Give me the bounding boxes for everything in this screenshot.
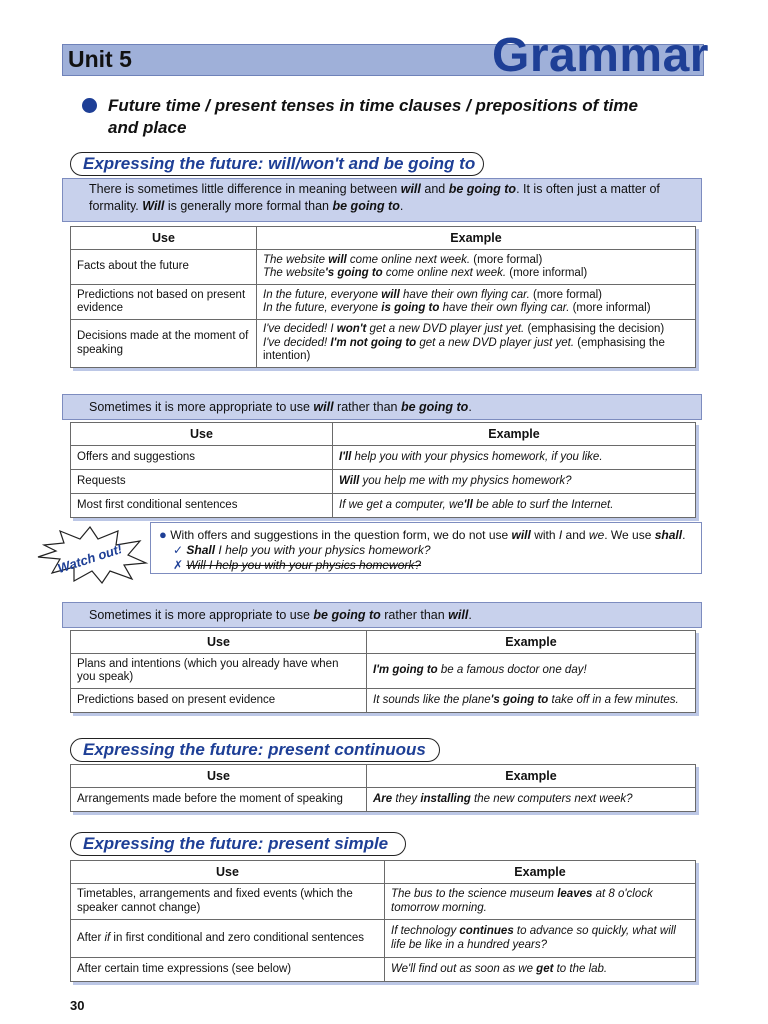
example-cell: I've decided! I won't get a new DVD player just yet. (emphasising the decision) I've decided! I'm not going to get a new DVD player just yet. (emphasising the intention) <box>257 320 696 368</box>
watch-out-note: ● With offers and suggestions in the question form, we do not use will with I and we. We use shall. ✓ Shall I help you with your physics homework? ✗ Will I help you with your physics homework? <box>150 522 702 574</box>
use-cell: Decisions made at the moment of speaking <box>71 320 257 368</box>
example-cell: If technology continues to advance so quickly, what will life be like in a hundred years? <box>385 920 696 958</box>
col-header-use: Use <box>71 861 385 884</box>
use-cell: Timetables, arrangements and fixed events (which the speaker cannot change) <box>71 884 385 920</box>
table-going-to-uses <box>70 630 696 713</box>
example-cell: If we get a computer, we'll be able to surf the Internet. <box>333 494 696 518</box>
example-cell: The bus to the science museum leaves at 8 o'clock tomorrow morning. <box>385 884 696 920</box>
table-present-simple <box>70 860 696 982</box>
use-cell: Arrangements made before the moment of speaking <box>71 788 367 812</box>
table-will-going-to <box>70 226 696 368</box>
note-going-to-over-will: Sometimes it is more appropriate to use be going to rather than will. <box>62 602 702 628</box>
table-row <box>71 654 696 689</box>
col-header-use: Use <box>71 227 257 250</box>
use-cell: Facts about the future <box>71 250 257 285</box>
example-cell: I'll help you with your physics homework, if you like. <box>333 446 696 470</box>
table-row <box>71 689 696 713</box>
unit-subtitle: Future time / present tenses in time clauses / prepositions of time and place <box>108 96 638 137</box>
col-header-example: Example <box>367 631 696 654</box>
table-present-continuous <box>70 764 696 812</box>
col-header-example: Example <box>257 227 696 250</box>
table-header-row <box>71 227 696 250</box>
unit-label: Unit 5 <box>68 46 132 72</box>
table-header-row <box>71 631 696 654</box>
use-cell: Plans and intentions (which you already have when you speak) <box>71 654 367 689</box>
example-cell: Will you help me with my physics homework? <box>333 470 696 494</box>
bullet-icon: ● <box>159 527 167 542</box>
table-row <box>71 320 696 368</box>
use-cell: Most first conditional sentences <box>71 494 333 518</box>
table-row <box>71 446 696 470</box>
col-header-use: Use <box>71 631 367 654</box>
use-cell: After if in first conditional and zero conditional sentences <box>71 920 385 958</box>
use-cell: Requests <box>71 470 333 494</box>
cross-icon: ✗ <box>173 558 184 572</box>
note-formality: There is sometimes little difference in meaning between will and be going to. It is often just a matter of formality. Will is generally more formal than be going to. <box>62 178 702 222</box>
table-will-uses <box>70 422 696 518</box>
example-cell: I'm going to be a famous doctor one day! <box>367 654 696 689</box>
table-row <box>71 884 696 920</box>
col-header-example: Example <box>385 861 696 884</box>
note-will-over-going-to: Sometimes it is more appropriate to use will rather than be going to. <box>62 394 702 420</box>
example-cell: In the future, everyone will have their own flying car. (more formal) In the future, everyone is going to have their own flying car. (more informal) <box>257 285 696 320</box>
section-heading-present-simple: Expressing the future: present simple <box>70 832 406 856</box>
table-header-row <box>71 861 696 884</box>
watch-out-label: Watch out! <box>55 541 124 576</box>
col-header-example: Example <box>367 765 696 788</box>
section-heading-present-continuous: Expressing the future: present continuous <box>70 738 440 762</box>
page-number: 30 <box>70 998 85 1013</box>
example-cell: We'll find out as soon as we get to the lab. <box>385 958 696 982</box>
watch-out-burst-icon <box>34 525 164 585</box>
page-title: Grammar <box>492 29 709 82</box>
table-row <box>71 494 696 518</box>
section-heading-will-going-to: Expressing the future: will/won't and be going to <box>70 152 484 176</box>
check-icon: ✓ <box>173 543 184 557</box>
table-header-row <box>71 765 696 788</box>
col-header-example: Example <box>333 423 696 446</box>
bullet-icon <box>82 98 97 113</box>
use-cell: Offers and suggestions <box>71 446 333 470</box>
use-cell: After certain time expressions (see below) <box>71 958 385 982</box>
use-cell: Predictions based on present evidence <box>71 689 367 713</box>
example-cell: The website will come online next week. (more formal) The website's going to come online next week. (more informal) <box>257 250 696 285</box>
col-header-use: Use <box>71 765 367 788</box>
table-row <box>71 470 696 494</box>
table-row <box>71 285 696 320</box>
table-row <box>71 920 696 958</box>
col-header-use: Use <box>71 423 333 446</box>
table-row <box>71 788 696 812</box>
example-cell: It sounds like the plane's going to take off in a few minutes. <box>367 689 696 713</box>
table-row <box>71 958 696 982</box>
use-cell: Predictions not based on present evidence <box>71 285 257 320</box>
table-header-row <box>71 423 696 446</box>
example-cell: Are they installing the new computers next week? <box>367 788 696 812</box>
table-row <box>71 250 696 285</box>
